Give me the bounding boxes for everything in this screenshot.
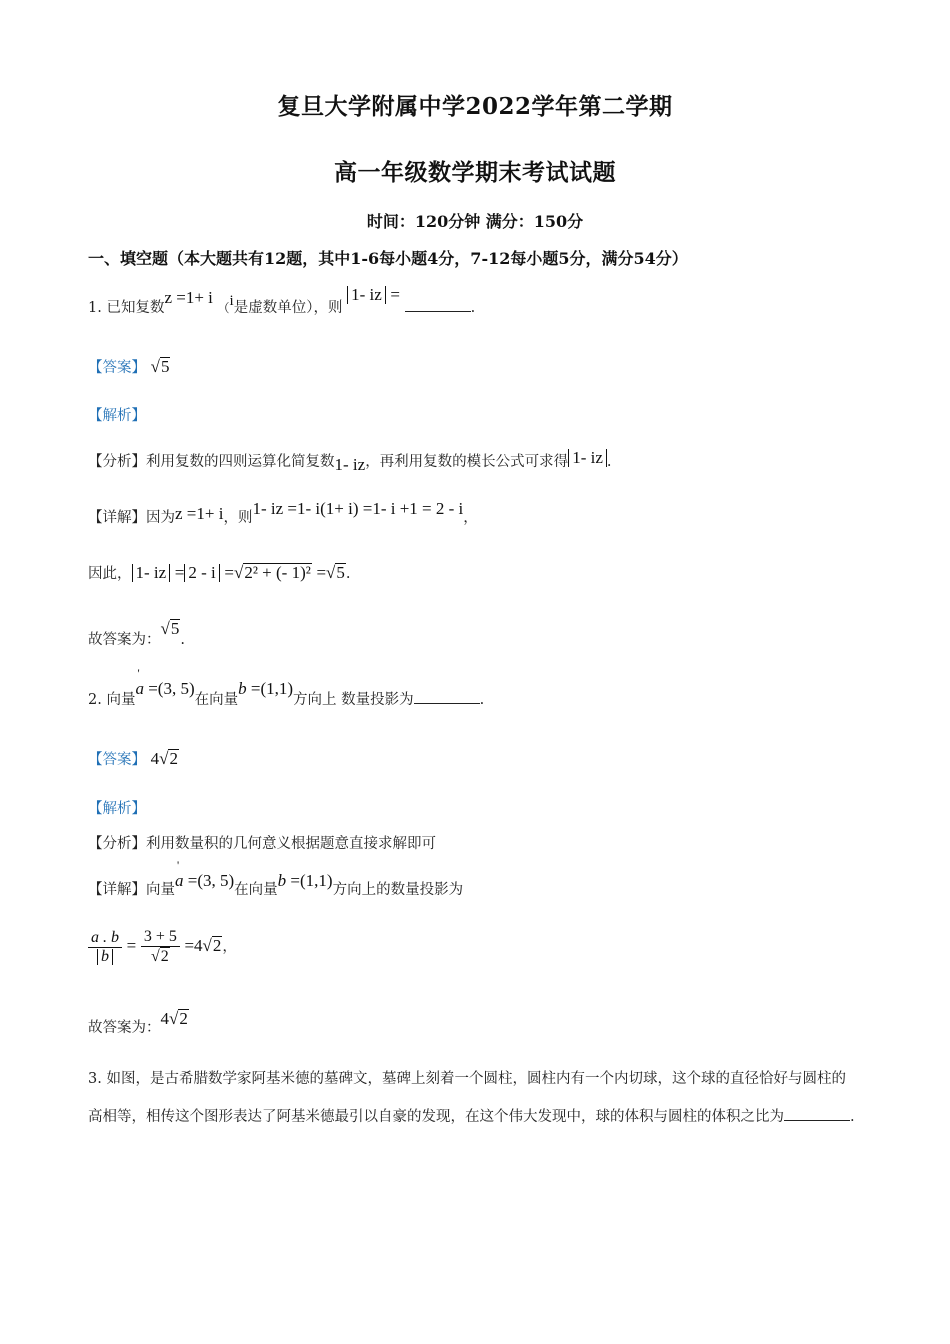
q2-suffix: 方向上 数量投影为 <box>293 692 414 708</box>
q1-thus-abs2: 2 - i <box>184 564 219 582</box>
section1-heading: 一、填空题（本大题共有12题，其中1-6每小题4分，7-12每小题5分，满分54分） <box>88 249 688 268</box>
q2-conclusion: 故答案为：4√2 <box>88 1009 188 1036</box>
q1-analysis-tag: 【解析】 <box>88 408 146 424</box>
q1-detail-prefix: 因为 <box>146 510 175 526</box>
q1-i-symbol: i <box>229 293 234 309</box>
q1-stem <box>88 285 476 317</box>
q1-equals: = <box>390 285 400 304</box>
q2-fenxi-text: 利用数量积的几何意义根据题意直接求解即可 <box>146 836 436 852</box>
q2-vector-b-value: =(1,1) <box>246 679 294 698</box>
q2-detail-mid: 在向量 <box>234 882 278 898</box>
q2-result-radicand: 2 <box>212 936 222 955</box>
q3-text: 3. 如图，是古希腊数学家阿基米德的墓碑文，墓碑上刻着一个圆柱，圆柱内有一个内切球，这个球的直径恰好与圆柱的高相等，相传这个图形表达了阿基米德最引以自豪的发现，在这个伟大发现中，球的体积与圆柱的体积之比为 <box>88 1071 846 1125</box>
time-score: 时间：120分钟 满分：150分 <box>366 212 584 231</box>
q2-analysis-tag: 【解析】 <box>88 801 146 817</box>
q1-conclusion-label: 故答案为： <box>88 632 161 648</box>
q1-thus-abs1: 1- iz <box>132 564 171 582</box>
q1-abs-expr: 1- iz <box>347 286 386 304</box>
q3-stem: 3. 如图，是古希腊数学家阿基米德的墓碑文，墓碑上刻着一个圆柱，圆柱内有一个内切球，这个球的直径恰好与圆柱的高相等，相传这个图形表达了阿基米德最引以自豪的发现，在这个伟大发现中，球的体积与圆柱的体积之比为 . <box>88 1071 855 1125</box>
q1-z-expr: z =1+ i <box>164 288 213 307</box>
q2-detail: 【详解】向量' a =(3, 5)在向量b =(1,1)方向上的数量投影为 <box>88 878 463 899</box>
q2-result-coef: 4 <box>194 936 203 955</box>
q1-fenxi-expr1: 1- iz <box>334 455 366 474</box>
q1-fenxi-text2: ，再利用复数的模长公式可求得 <box>365 454 569 470</box>
q1-answer-blank <box>405 297 471 312</box>
q1-i-desc: 是虚数单位），则 <box>233 300 343 316</box>
q1-conclusion: 故答案为：√5. <box>88 619 185 648</box>
q1-period: . <box>470 300 476 316</box>
q2-vector-a: ' a <box>135 679 144 699</box>
q1-detail-mid: ，则 <box>223 510 253 526</box>
q1-therefore: 因此， 1- iz = 2 - i =√2² + (- 1)² =√5. <box>88 563 351 582</box>
q1-answer-value: 5 <box>160 357 170 376</box>
q2-conclusion-radicand: 2 <box>179 1009 188 1028</box>
q2-fraction-projection: $\frac{a . b}{b}$ <box>88 929 122 966</box>
q1-thus-result: 5 <box>336 563 345 582</box>
q2-detail-suffix: 方向上的数量投影为 <box>332 882 464 898</box>
q2-answer-radicand: 2 <box>169 749 178 768</box>
q1-detail-chain: 1- iz =1- i(1+ i) =1- i +1 = 2 - i <box>252 499 464 518</box>
q2-vector-a-value: =(3, 5) <box>143 679 195 698</box>
q2-mid: 在向量 <box>194 692 239 708</box>
q2-answer-blank <box>414 689 480 704</box>
q2-fenxi <box>88 832 436 853</box>
q1-prefix: 1. 已知复数 <box>88 300 165 316</box>
q1-conclusion-value: 5 <box>170 619 180 638</box>
q2-answer: 【答案】 4√2 <box>88 749 178 768</box>
q1-answer: 【答案】 √5 <box>88 357 170 376</box>
q1-detail-end: ， <box>463 510 478 526</box>
q2-detail-prefix: 向量 <box>146 882 175 898</box>
q2-fraction-value: $\frac{3 + 5}{√2}$ <box>141 928 180 966</box>
q1-fenxi-expr2: 1- iz <box>568 449 607 467</box>
q1-fenxi: 【分析】利用复数的四则运算化简复数1- iz，再利用复数的模长公式可求得 1- iz . <box>88 448 612 474</box>
q2-prefix: 2. 向量 <box>88 692 136 708</box>
q2-conclusion-label: 故答案为： <box>88 1020 161 1036</box>
q1-detail-z: z =1+ i <box>175 504 224 523</box>
q1-answer-tag: 【答案】 <box>88 360 146 376</box>
q2-fenxi-tag: 【分析】 <box>88 836 146 852</box>
q1-paren: （ <box>217 301 230 315</box>
q1-fenxi-text1: 利用复数的四则运算化简复数 <box>146 454 335 470</box>
q1-detail-tag: 【详解】 <box>88 510 146 526</box>
q2-formula: $\frac{a . b}{b}$ = $\frac{3 + 5}{√2}$ =4√2， <box>88 928 237 966</box>
q2-detail-vector-a: ' a <box>175 871 184 891</box>
school-title: 复旦大学附属中学2022学年第二学期 <box>277 93 673 120</box>
q1-detail <box>88 499 478 527</box>
q2-detail-vector-b: b <box>277 871 287 890</box>
q1-thus-sqrt: 2² + (- 1)² <box>244 563 311 582</box>
exam-title: 高一年级数学期末考试试题 <box>334 159 616 186</box>
q1-therefore-prefix: 因此， <box>88 566 132 582</box>
q3-answer-blank <box>784 1106 850 1121</box>
q2-answer-coef: 4 <box>150 749 160 768</box>
q1-fenxi-tag: 【分析】 <box>88 454 146 470</box>
q2-vector-b: b <box>238 679 247 698</box>
q2-detail-tag: 【详解】 <box>88 882 146 898</box>
q2-stem: 2. 向量' a =(3, 5)在向量b =(1,1)方向上 数量投影为 . <box>88 688 484 709</box>
q2-answer-tag: 【答案】 <box>88 752 146 768</box>
